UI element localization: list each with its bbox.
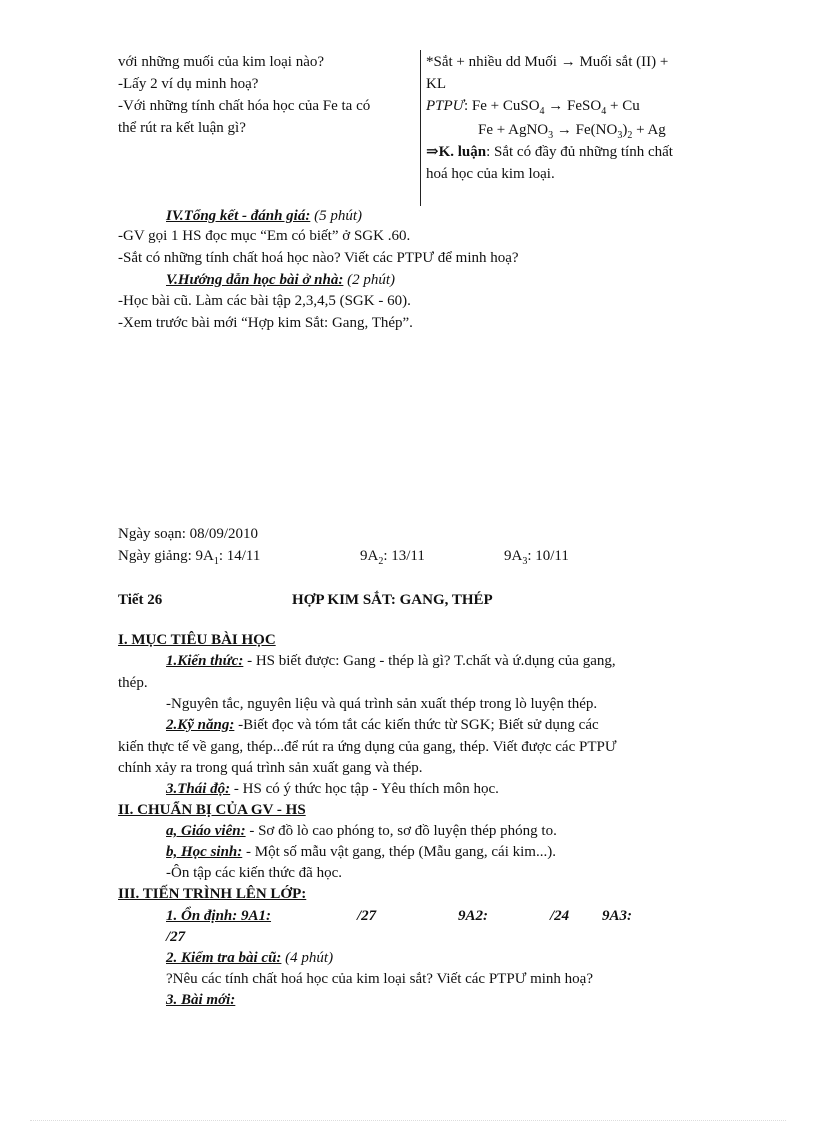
right-cell-line: *Sắt + nhiều dd Muối → Muối sắt (II) + [426, 54, 669, 70]
left-cell-line: với những muối của kim loại nào? [118, 54, 325, 70]
stability-9a3-count: /27 [166, 929, 186, 945]
attitude: 3.Thái độ: - HS có ý thức học tập - Yêu thích môn học. [166, 781, 499, 797]
skills-cont: chính xảy ra trong quá trình sản xuất gang và thép. [118, 760, 423, 776]
knowledge-cont: thép. [118, 675, 148, 691]
stability-9a1-count: /27 [357, 908, 377, 924]
check-old-lesson: 2. Kiểm tra bài cũ: (4 phút) [166, 950, 334, 966]
teach-date-2: $9A_2$: 13/11 [360, 548, 425, 567]
ptpu-label: PTPƯ [426, 98, 464, 114]
student-prep: b, Học sinh: - Một số mẫu vật gang, thép (Mẫu gang, cái kim...). [166, 844, 556, 860]
prep-date: Ngày soạn: 08/09/2010 [118, 526, 258, 542]
stability-9a2-label: 9A2: [458, 908, 488, 924]
summary-line: -GV gọi 1 HS đọc mục “Em có biết” ở SGK .60. [118, 228, 411, 244]
lesson-number: Tiết 26 [118, 592, 163, 608]
conclusion-label: ⇒K. luận [426, 144, 487, 160]
stability-label: 1. Ổn định: 9A1: [166, 908, 272, 924]
right-cell-line: KL [426, 76, 446, 92]
teacher-prep: a, Giáo viên: - Sơ đồ lò cao phóng to, sơ đồ luyện thép phóng to. [166, 823, 557, 839]
stability-9a2-count: /24 [550, 908, 570, 924]
homework-line: -Xem trước bài mới “Hợp kim Sắt: Gang, Thép”. [118, 315, 413, 331]
table-divider [420, 50, 421, 206]
conclusion-cont: hoá học của kim loại. [426, 166, 555, 182]
page-title: HỢP KIM SẮT: GANG, THÉP [292, 592, 493, 608]
teach-date-1: Ngày giảng: $9A_1$: 14/11 [118, 548, 261, 567]
preparation-heading: II. CHUẨN BỊ CỦA GV - HS [118, 802, 306, 818]
homework-line: -Học bài cũ. Làm các bài tập 2,3,4,5 (SGK - 60). [118, 293, 411, 309]
review: -Ôn tập các kiến thức đã học. [166, 865, 342, 881]
homework-heading: V.Hướng dẫn học bài ở nhà: (2 phút) [166, 272, 396, 288]
objectives-heading: I. MỤC TIÊU BÀI HỌC [118, 632, 276, 648]
conclusion: ⇒K. luận: Sắt có đầy đủ những tính chất [426, 144, 673, 160]
skills-cont: kiến thực tế về gang, thép...để rút ra ứng dụng của gang, thép. Viết được các PTPƯ [118, 739, 617, 755]
left-cell-line: thể rút ra kết luận gì? [118, 120, 246, 136]
skills: 2.Kỹ năng: -Biết đọc và tóm tắt các kiến thức từ SGK; Biết sử dụng các [166, 717, 599, 733]
page-edge-rule [30, 1120, 786, 1121]
summary-heading: IV.Tổng kết - đánh giá: (5 phút) [166, 208, 363, 224]
knowledge: 1.Kiến thức: - HS biết được: Gang - thép là gì? T.chất và ứ.dụng của gang, [166, 653, 616, 669]
new-lesson: 3. Bài mới: [166, 992, 236, 1008]
process-heading: III. TIẾN TRÌNH LÊN LỚP: [118, 886, 307, 902]
ptpu-equation-1: PTPƯ: Fe + CuSO$_4$ → FeSO$_4$ + Cu [426, 98, 640, 117]
summary-line: -Sắt có những tính chất hoá học nào? Viết các PTPƯ để minh hoạ? [118, 250, 519, 266]
teach-date-3: $9A_3$: 10/11 [504, 548, 569, 567]
stability-9a3-label: 9A3: [602, 908, 632, 924]
left-cell-line: -Với những tính chất hóa học của Fe ta có [118, 98, 371, 114]
check-question: ?Nêu các tính chất hoá học của kim loại sắt? Viết các PTPƯ minh hoạ? [166, 971, 593, 987]
left-cell-line: -Lấy 2 ví dụ minh hoạ? [118, 76, 259, 92]
principle: -Nguyên tắc, nguyên liệu và quá trình sản xuất thép trong lò luyện thép. [166, 696, 598, 712]
ptpu-equation-2: Fe + AgNO$_3$ → $Fe(NO_3)_2 + Ag$ [478, 122, 666, 141]
